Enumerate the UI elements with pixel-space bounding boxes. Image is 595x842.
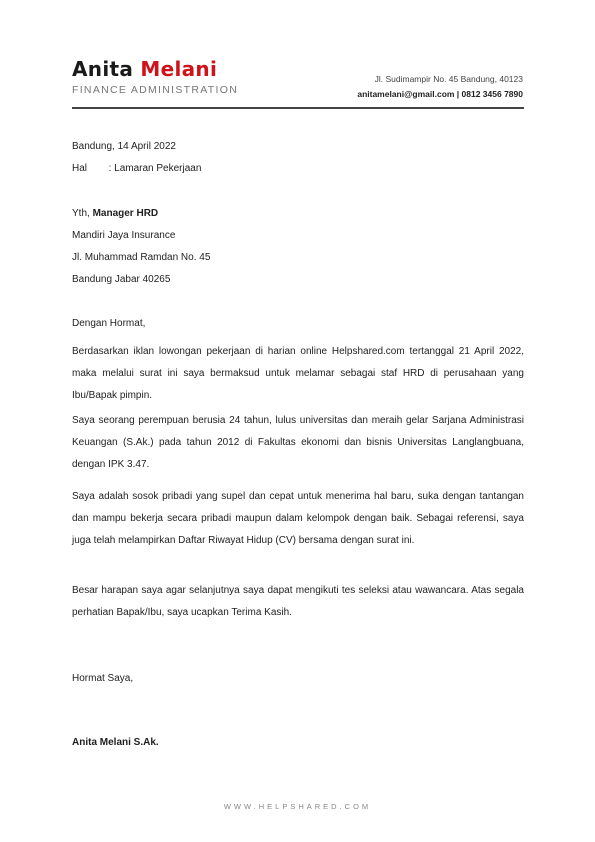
sender-name [72, 58, 238, 80]
letterhead-brand [72, 58, 238, 96]
signature-name: Anita Melani S.Ak. [72, 737, 159, 748]
recipient-title: Manager HRD [92, 208, 159, 219]
recipient-prefix: Yth, [72, 208, 93, 219]
letterhead-contact [357, 72, 523, 102]
letter-subject [72, 163, 201, 174]
sender-contact-line: anitamelani@gmail.com | 0812 3456 7890 [357, 89, 523, 99]
paragraph-3: Saya adalah sosok pribadi yang supel dan cepat untuk menerima hal baru, suka dengan tantangan dan mampu bekerja secara pribadi maupun dalam kelompok dengan baik. Sebagai referensi, saya juga telah melampirkan Daftar Riwayat Hidup (CV) bersama dengan surat ini. [72, 491, 524, 546]
sender-last-name: Melani [140, 57, 218, 81]
paragraph-2: Saya seorang perempuan berusia 24 tahun, lulus universitas dan meraih gelar Sarjana Administrasi Keuangan (S.Ak.) pada tahun 2012 di Fakultas ekonomi dan bisnis Universitas Langlangbuana, dengan IPK 3.47. [72, 415, 524, 470]
paragraph-1: Berdasarkan iklan lowongan pekerjaan di harian online Helpshared.com tertanggal 21 April 2022, maka melalui surat ini saya bermaksud untuk melamar sebagai staf HRD di perusahaan yang Ibu/Bapak pimpin. [72, 346, 524, 401]
letter-date: Bandung, 14 April 2022 [72, 141, 176, 152]
recipient-city: Bandung Jabar 40265 [72, 274, 171, 285]
sender-job-title: FINANCE ADMINISTRATION [72, 84, 239, 96]
paragraph-4: Besar harapan saya agar selanjutnya saya dapat mengikuti tes seleksi atau wawancara. Atas segala perhatian Bapak/Ibu, saya ucapkan Terima Kasih. [72, 585, 524, 618]
sender-address: Jl. Sudimampir No. 45 Bandung, 40123 [374, 74, 523, 84]
footer-website: WWW.HELPSHARED.COM [223, 802, 372, 811]
recipient-company: Mandiri Jaya Insurance [72, 230, 176, 241]
subject-value: : Lamaran Pekerjaan [108, 163, 202, 174]
sender-first-name: Anita [72, 57, 134, 81]
recipient-line [72, 208, 158, 219]
greeting: Dengan Hormat, [72, 318, 146, 329]
recipient-street: Jl. Muhammad Ramdan No. 45 [72, 252, 211, 263]
closing: Hormat Saya, [72, 673, 134, 684]
letterhead-divider [72, 107, 524, 109]
subject-label: Hal [72, 163, 88, 174]
